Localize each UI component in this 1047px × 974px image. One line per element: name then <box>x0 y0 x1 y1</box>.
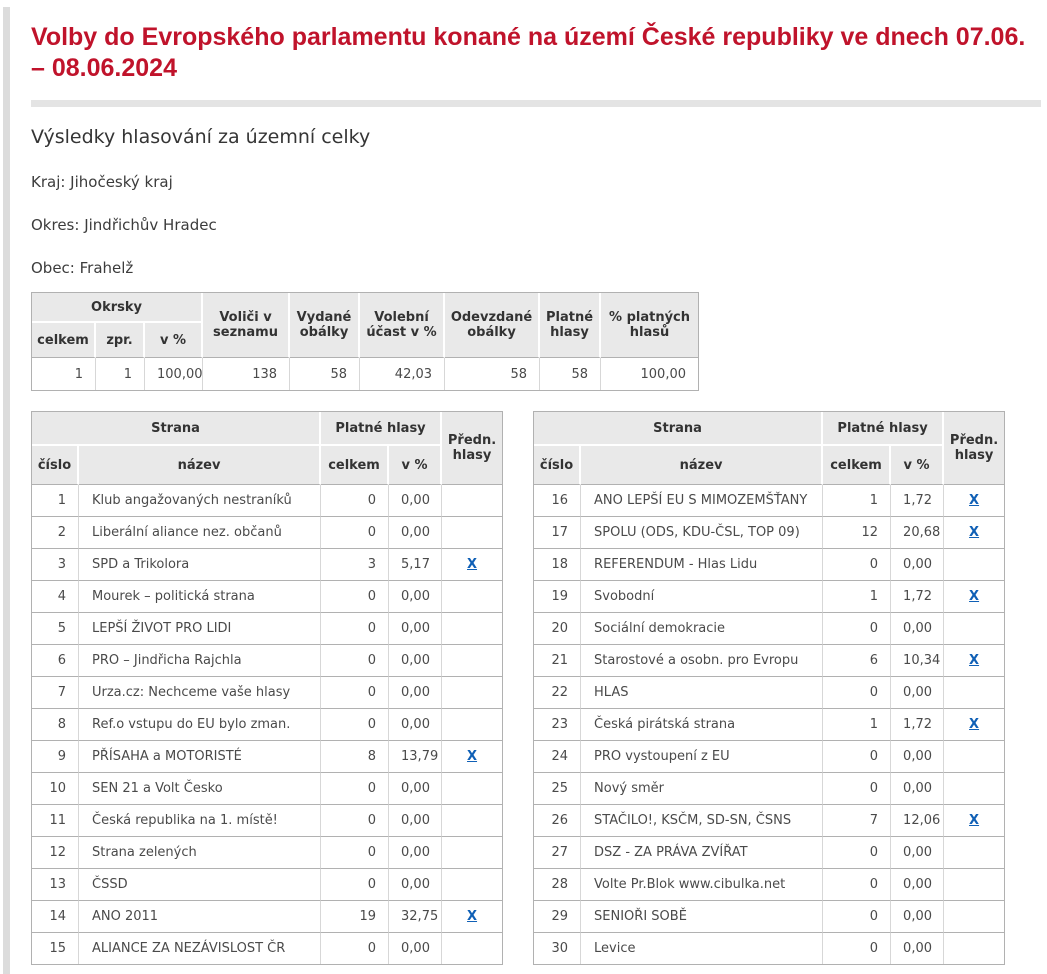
votes-pct-cell: 32,75 <box>389 901 442 933</box>
summary-header-volici: Voliči v seznamu <box>203 293 290 358</box>
summary-header-v-pct: v % <box>145 323 203 358</box>
votes-pct-cell: 0,00 <box>389 613 442 645</box>
party-row <box>534 901 1004 933</box>
party-header-predn-hlasy: Předn. hlasy <box>944 412 1004 485</box>
party-table-right <box>533 411 1005 965</box>
votes-pct-cell: 0,00 <box>389 709 442 741</box>
votes-total-cell: 1 <box>823 485 891 517</box>
preferential-votes-cell <box>944 901 1004 933</box>
votes-total-cell: 6 <box>823 645 891 677</box>
party-row <box>32 485 502 517</box>
party-header-v-pct: v % <box>389 446 442 485</box>
party-name-cell: Ref.o vstupu do EU bylo zman. <box>79 709 321 741</box>
votes-pct-cell: 10,34 <box>891 645 944 677</box>
preferential-votes-cell <box>442 645 502 677</box>
party-row <box>534 805 1004 837</box>
preferential-votes-link[interactable]: X <box>467 749 478 764</box>
party-row <box>32 677 502 709</box>
votes-pct-cell: 0,00 <box>389 517 442 549</box>
party-number-cell: 7 <box>32 677 79 709</box>
preferential-votes-cell <box>442 741 502 773</box>
party-number-cell: 13 <box>32 869 79 901</box>
party-row <box>534 645 1004 677</box>
party-header-v-pct: v % <box>891 446 944 485</box>
party-row <box>534 741 1004 773</box>
votes-pct-cell: 0,00 <box>891 773 944 805</box>
preferential-votes-cell <box>442 549 502 581</box>
party-number-cell: 15 <box>32 933 79 964</box>
votes-total-cell: 0 <box>321 709 389 741</box>
party-row <box>534 485 1004 517</box>
summary-header-zpr: zpr. <box>96 323 145 358</box>
votes-pct-cell: 0,00 <box>389 933 442 964</box>
party-row <box>534 709 1004 741</box>
party-number-cell: 11 <box>32 805 79 837</box>
party-header-strana: Strana <box>32 412 321 446</box>
okrsky-celkem-value: 1 <box>32 358 96 390</box>
preferential-votes-link[interactable]: X <box>969 813 980 828</box>
party-name-cell: Česká pirátská strana <box>581 709 823 741</box>
party-header-platne-hlasy: Platné hlasy <box>321 412 442 446</box>
party-row <box>534 869 1004 901</box>
votes-pct-cell: 0,00 <box>891 837 944 869</box>
preferential-votes-cell <box>944 645 1004 677</box>
party-row <box>534 837 1004 869</box>
party-name-cell: Nový směr <box>581 773 823 805</box>
votes-total-cell: 0 <box>823 741 891 773</box>
votes-pct-cell: 0,00 <box>891 613 944 645</box>
preferential-votes-cell <box>442 581 502 613</box>
party-number-cell: 9 <box>32 741 79 773</box>
preferential-votes-cell <box>442 613 502 645</box>
votes-total-cell: 0 <box>823 837 891 869</box>
party-number-cell: 17 <box>534 517 581 549</box>
party-name-cell: Strana zelených <box>79 837 321 869</box>
votes-total-cell: 7 <box>823 805 891 837</box>
party-header-strana: Strana <box>534 412 823 446</box>
party-number-cell: 24 <box>534 741 581 773</box>
votes-pct-cell: 1,72 <box>891 485 944 517</box>
votes-pct-cell: 0,00 <box>389 645 442 677</box>
votes-total-cell: 0 <box>321 869 389 901</box>
party-row <box>534 613 1004 645</box>
votes-pct-cell: 0,00 <box>389 837 442 869</box>
preferential-votes-link[interactable]: X <box>969 717 980 732</box>
votes-total-cell: 0 <box>321 613 389 645</box>
preferential-votes-cell <box>944 933 1004 964</box>
votes-total-cell: 19 <box>321 901 389 933</box>
party-number-cell: 27 <box>534 837 581 869</box>
preferential-votes-cell <box>944 485 1004 517</box>
votes-pct-cell: 1,72 <box>891 709 944 741</box>
votes-pct-cell: 0,00 <box>891 933 944 964</box>
page-title: Volby do Evropského parlamentu konané na území České republiky ve dnech 07.06. – 08.06.2024 <box>31 23 1026 82</box>
party-name-cell: Svobodní <box>581 581 823 613</box>
party-row <box>32 933 502 964</box>
okrsky-pct-value: 100,00 <box>145 358 203 390</box>
preferential-votes-cell <box>944 741 1004 773</box>
votes-pct-cell: 0,00 <box>891 677 944 709</box>
party-name-cell: LEPŠÍ ŽIVOT PRO LIDI <box>79 613 321 645</box>
votes-total-cell: 1 <box>823 581 891 613</box>
votes-total-cell: 0 <box>321 933 389 964</box>
summary-table <box>31 292 699 391</box>
party-name-cell: REFERENDUM - Hlas Lidu <box>581 549 823 581</box>
preferential-votes-link[interactable]: X <box>969 653 980 668</box>
party-number-cell: 21 <box>534 645 581 677</box>
party-name-cell: HLAS <box>581 677 823 709</box>
party-number-cell: 16 <box>534 485 581 517</box>
preferential-votes-cell <box>944 677 1004 709</box>
party-name-cell: ANO 2011 <box>79 901 321 933</box>
party-header-cislo: číslo <box>32 446 79 485</box>
party-row <box>32 805 502 837</box>
party-number-cell: 1 <box>32 485 79 517</box>
party-name-cell: Sociální demokracie <box>581 613 823 645</box>
platne-hlasy-value: 58 <box>540 358 601 390</box>
party-name-cell: Klub angažovaných nestraníků <box>79 485 321 517</box>
votes-total-cell: 0 <box>321 677 389 709</box>
summary-header-platne-hlasy: Platné hlasy <box>540 293 601 358</box>
party-name-cell: Česká republika na 1. místě! <box>79 805 321 837</box>
vydane-obalky-value: 58 <box>290 358 360 390</box>
votes-pct-cell: 0,00 <box>389 869 442 901</box>
preferential-votes-cell <box>442 677 502 709</box>
preferential-votes-cell <box>944 549 1004 581</box>
party-name-cell: SENIOŘI SOBĚ <box>581 901 823 933</box>
party-header-celkem: celkem <box>823 446 891 485</box>
party-number-cell: 26 <box>534 805 581 837</box>
preferential-votes-link[interactable]: X <box>969 525 980 540</box>
party-row <box>534 549 1004 581</box>
party-header-nazev: název <box>581 446 823 485</box>
preferential-votes-cell <box>442 709 502 741</box>
party-number-cell: 12 <box>32 837 79 869</box>
votes-pct-cell: 1,72 <box>891 581 944 613</box>
party-name-cell: PŘÍSAHA a MOTORISTÉ <box>79 741 321 773</box>
party-name-cell: SPOLU (ODS, KDU-ČSL, TOP 09) <box>581 517 823 549</box>
party-name-cell: Starostové a osobn. pro Evropu <box>581 645 823 677</box>
pct-platnych-hlasu-value: 100,00 <box>601 358 698 390</box>
party-number-cell: 22 <box>534 677 581 709</box>
summary-header-okrsky: Okrsky <box>32 293 203 323</box>
party-number-cell: 20 <box>534 613 581 645</box>
preferential-votes-cell <box>944 709 1004 741</box>
votes-pct-cell: 0,00 <box>389 485 442 517</box>
party-name-cell: ČSSD <box>79 869 321 901</box>
party-name-cell: Liberální aliance nez. občanů <box>79 517 321 549</box>
party-name-cell: SPD a Trikolora <box>79 549 321 581</box>
votes-total-cell: 0 <box>823 869 891 901</box>
region-kraj: Kraj: Jihočeský kraj <box>31 173 173 191</box>
votes-total-cell: 0 <box>823 773 891 805</box>
party-number-cell: 18 <box>534 549 581 581</box>
party-number-cell: 3 <box>32 549 79 581</box>
party-row <box>534 933 1004 964</box>
votes-pct-cell: 0,00 <box>891 901 944 933</box>
party-name-cell: PRO vystoupení z EU <box>581 741 823 773</box>
party-table-left <box>31 411 503 965</box>
party-name-cell: Mourek – politická strana <box>79 581 321 613</box>
preferential-votes-cell <box>442 933 502 964</box>
party-number-cell: 29 <box>534 901 581 933</box>
party-number-cell: 19 <box>534 581 581 613</box>
title-divider <box>31 100 1041 107</box>
preferential-votes-link[interactable]: X <box>467 909 478 924</box>
preferential-votes-cell <box>944 805 1004 837</box>
votes-pct-cell: 0,00 <box>389 773 442 805</box>
votes-pct-cell: 0,00 <box>891 741 944 773</box>
party-name-cell: Levice <box>581 933 823 964</box>
preferential-votes-cell <box>442 773 502 805</box>
preferential-votes-cell <box>944 613 1004 645</box>
party-row <box>534 773 1004 805</box>
votes-total-cell: 12 <box>823 517 891 549</box>
preferential-votes-cell <box>442 805 502 837</box>
votes-total-cell: 0 <box>823 677 891 709</box>
votes-total-cell: 0 <box>823 549 891 581</box>
party-row <box>32 837 502 869</box>
votes-total-cell: 0 <box>321 805 389 837</box>
party-row <box>32 549 502 581</box>
party-row <box>32 901 502 933</box>
party-tables-container <box>31 411 1047 965</box>
votes-pct-cell: 0,00 <box>389 581 442 613</box>
party-number-cell: 2 <box>32 517 79 549</box>
party-row <box>32 773 502 805</box>
volici-v-seznamu-value: 138 <box>203 358 290 390</box>
summary-header-pct-platnych: % platných hlasů <box>601 293 698 358</box>
party-number-cell: 25 <box>534 773 581 805</box>
preferential-votes-cell <box>944 869 1004 901</box>
summary-header-celkem: celkem <box>32 323 96 358</box>
preferential-votes-cell <box>944 837 1004 869</box>
votes-total-cell: 0 <box>823 901 891 933</box>
votes-total-cell: 0 <box>321 837 389 869</box>
party-name-cell: DSZ - ZA PRÁVA ZVÍŘAT <box>581 837 823 869</box>
party-row <box>32 613 502 645</box>
votes-total-cell: 0 <box>321 773 389 805</box>
votes-pct-cell: 20,68 <box>891 517 944 549</box>
votes-pct-cell: 13,79 <box>389 741 442 773</box>
votes-pct-cell: 12,06 <box>891 805 944 837</box>
party-name-cell: SEN 21 a Volt Česko <box>79 773 321 805</box>
party-name-cell: Volte Pr.Blok www.cibulka.net <box>581 869 823 901</box>
party-name-cell: STAČILO!, KSČM, SD-SN, ČSNS <box>581 805 823 837</box>
party-row <box>32 581 502 613</box>
preferential-votes-cell <box>442 517 502 549</box>
summary-header-odevzdane-obalky: Odevzdané obálky <box>445 293 540 358</box>
preferential-votes-cell <box>944 773 1004 805</box>
votes-pct-cell: 0,00 <box>389 677 442 709</box>
votes-pct-cell: 5,17 <box>389 549 442 581</box>
party-header-celkem: celkem <box>321 446 389 485</box>
party-row <box>32 517 502 549</box>
votes-pct-cell: 0,00 <box>891 549 944 581</box>
party-row <box>32 709 502 741</box>
party-number-cell: 14 <box>32 901 79 933</box>
party-row <box>534 677 1004 709</box>
party-name-cell: Urza.cz: Nechceme vaše hlasy <box>79 677 321 709</box>
party-row <box>32 869 502 901</box>
party-header-nazev: název <box>79 446 321 485</box>
party-header-platne-hlasy: Platné hlasy <box>823 412 944 446</box>
party-name-cell: ANO LEPŠÍ EU S MIMOZEMŠŤANY <box>581 485 823 517</box>
summary-header-volebni-ucast: Volební účast v % <box>360 293 445 358</box>
volebni-ucast-value: 42,03 <box>360 358 445 390</box>
preferential-votes-cell <box>442 837 502 869</box>
odevzdane-obalky-value: 58 <box>445 358 540 390</box>
preferential-votes-cell <box>442 485 502 517</box>
party-header-cislo: číslo <box>534 446 581 485</box>
votes-total-cell: 0 <box>321 581 389 613</box>
party-number-cell: 28 <box>534 869 581 901</box>
preferential-votes-cell <box>442 901 502 933</box>
party-row <box>534 517 1004 549</box>
party-number-cell: 30 <box>534 933 581 964</box>
party-number-cell: 4 <box>32 581 79 613</box>
preferential-votes-link[interactable]: X <box>467 557 478 572</box>
votes-pct-cell: 0,00 <box>891 869 944 901</box>
party-number-cell: 8 <box>32 709 79 741</box>
party-row <box>32 741 502 773</box>
party-row <box>534 581 1004 613</box>
votes-total-cell: 3 <box>321 549 389 581</box>
preferential-votes-link[interactable]: X <box>969 589 980 604</box>
party-number-cell: 23 <box>534 709 581 741</box>
preferential-votes-cell <box>442 869 502 901</box>
votes-total-cell: 0 <box>321 485 389 517</box>
section-title: Výsledky hlasování za územní celky <box>31 126 371 148</box>
party-row <box>32 645 502 677</box>
region-obec: Obec: Frahelž <box>31 259 134 277</box>
votes-total-cell: 0 <box>321 517 389 549</box>
party-name-cell: ALIANCE ZA NEZÁVISLOST ČR <box>79 933 321 964</box>
preferential-votes-cell <box>944 581 1004 613</box>
party-number-cell: 10 <box>32 773 79 805</box>
party-header-predn-hlasy: Předn. hlasy <box>442 412 502 485</box>
votes-total-cell: 1 <box>823 709 891 741</box>
region-okres: Okres: Jindřichův Hradec <box>31 216 217 234</box>
preferential-votes-link[interactable]: X <box>969 493 980 508</box>
votes-total-cell: 0 <box>321 645 389 677</box>
party-name-cell: PRO – Jindřicha Rajchla <box>79 645 321 677</box>
party-number-cell: 6 <box>32 645 79 677</box>
summary-row <box>32 358 698 390</box>
party-number-cell: 5 <box>32 613 79 645</box>
okrsky-zpr-value: 1 <box>96 358 145 390</box>
preferential-votes-cell <box>944 517 1004 549</box>
votes-total-cell: 8 <box>321 741 389 773</box>
summary-header-vydane-obalky: Vydané obálky <box>290 293 360 358</box>
votes-total-cell: 0 <box>823 613 891 645</box>
votes-pct-cell: 0,00 <box>389 805 442 837</box>
votes-total-cell: 0 <box>823 933 891 964</box>
